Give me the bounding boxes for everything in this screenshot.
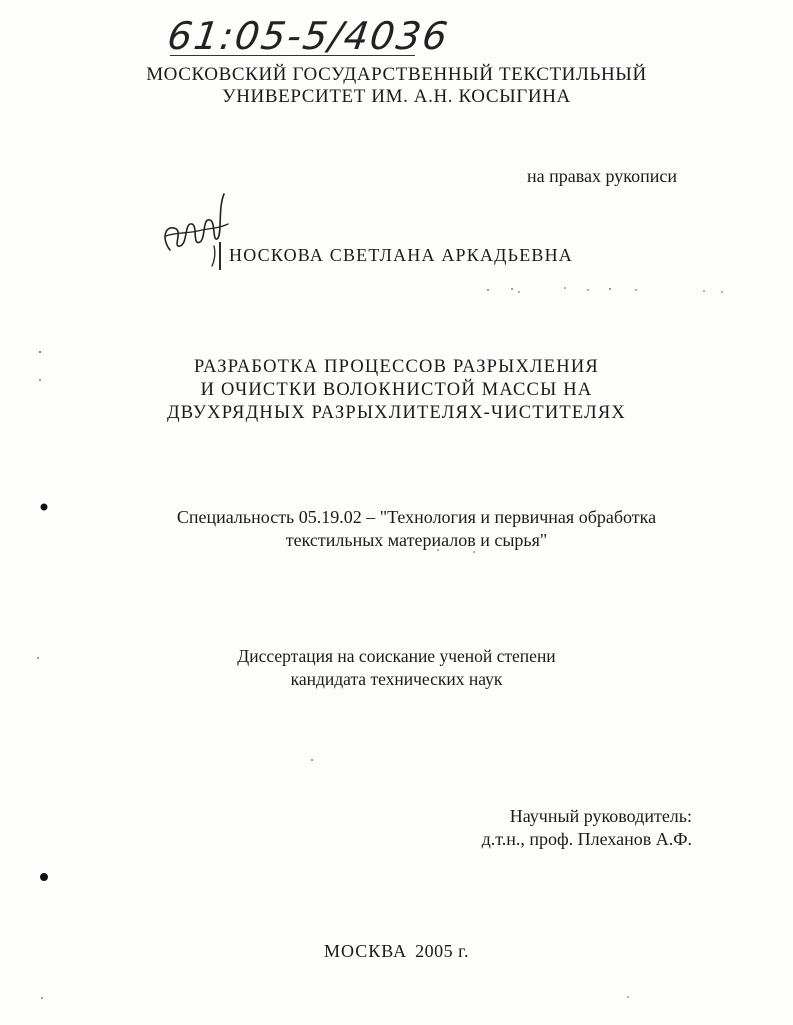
margin-dot: [40, 873, 48, 881]
speck: [487, 289, 489, 291]
speck: [311, 759, 313, 761]
speck: [511, 288, 513, 290]
speck: [564, 287, 566, 289]
rights-note: на правах рукописи: [527, 166, 677, 186]
dissertation-title: [0, 356, 793, 425]
city: МОСКВА: [324, 941, 408, 961]
title-line-2: И ОЧИСТКИ ВОЛОКНИСТОЙ МАССЫ НА: [200, 380, 593, 400]
speck: [627, 996, 629, 998]
title-line-1: РАЗРАБОТКА ПРОЦЕССОВ РАЗРЫХЛЕНИЯ: [194, 357, 599, 377]
specialty-line-1: Специальность 05.19.02 – "Технология и первичная обработка: [176, 507, 657, 527]
speck: [518, 291, 520, 293]
speck: [39, 351, 41, 353]
archive-stamp: 61:05-5/4036: [164, 14, 453, 58]
year: 2005 г.: [415, 941, 469, 961]
author-name: НОСКОВА СВЕТЛАНА АРКАДЬЕВНА: [229, 245, 573, 265]
speck: [721, 291, 723, 293]
speck: [41, 997, 43, 999]
speck: [635, 289, 637, 291]
specialty-block: [0, 506, 793, 552]
supervisor-label: Научный руководитель:: [509, 806, 692, 826]
university-header-line-1: МОСКОВСКИЙ ГОСУДАРСТВЕННЫЙ ТЕКСТИЛЬНЫЙ: [146, 64, 647, 85]
speck: [609, 288, 611, 290]
degree-line-2: кандидата технических наук: [290, 669, 503, 689]
speck: [587, 289, 589, 291]
degree-statement: [0, 645, 793, 691]
specialty-line-2: текстильных материалов и сырья": [285, 530, 548, 550]
city-year: [0, 941, 793, 962]
title-line-3: ДВУХРЯДНЫХ РАЗРЫХЛИТЕЛЯХ-ЧИСТИТЕЛЯХ: [166, 403, 626, 423]
supervisor-name: д.т.н., проф. Плеханов А.Ф.: [481, 829, 692, 849]
speck: [703, 290, 705, 292]
university-header-line-2: УНИВЕРСИТЕТ ИМ. А.Н. КОСЫГИНА: [222, 86, 571, 107]
degree-line-1: Диссертация на соискание ученой степени: [237, 646, 556, 666]
supervisor-block: [452, 805, 692, 851]
